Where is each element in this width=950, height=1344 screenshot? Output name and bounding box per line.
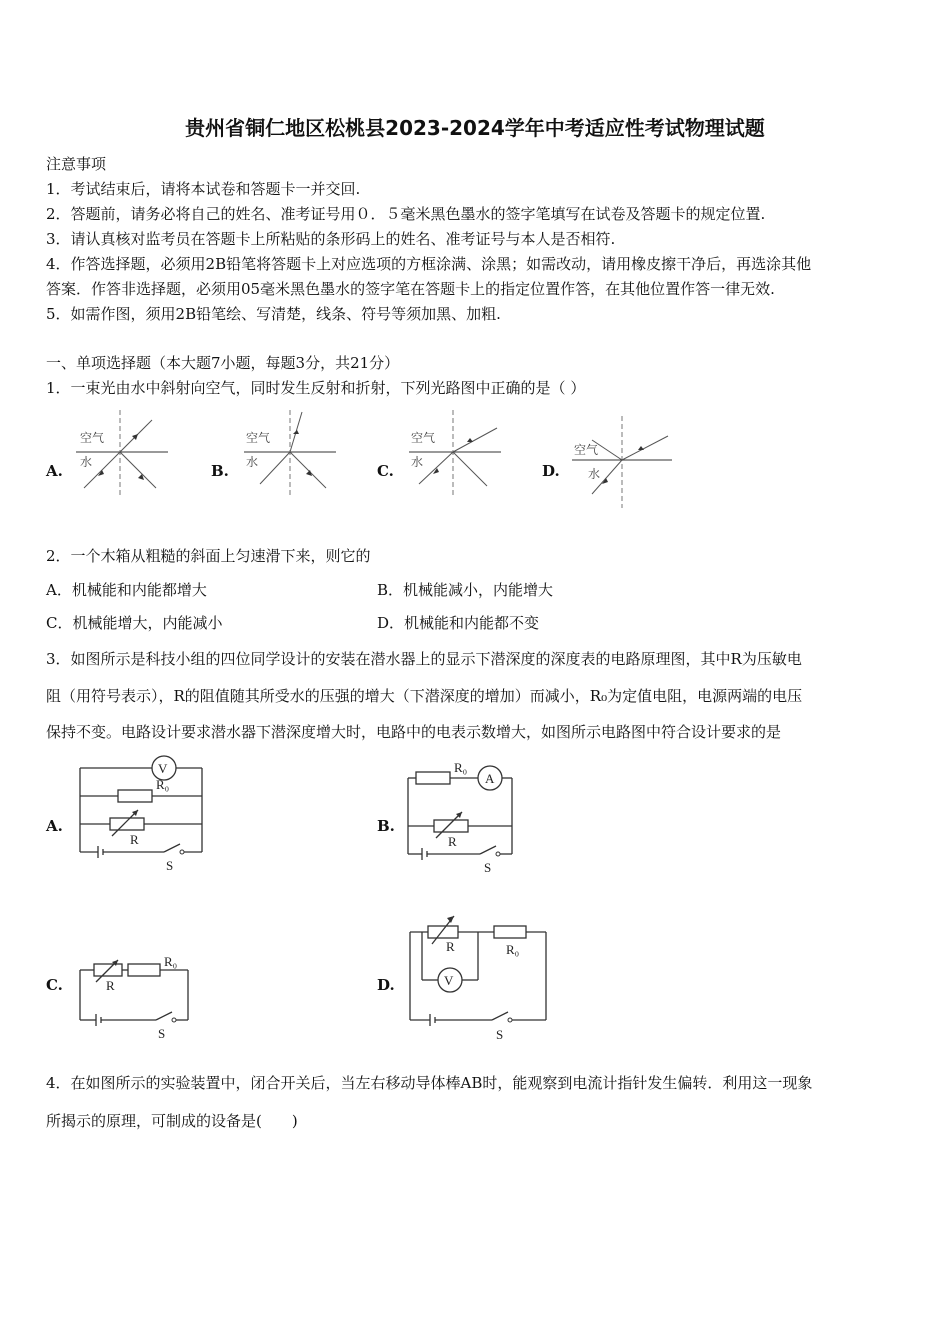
r-label: R (106, 978, 115, 993)
q3-circuit-d (400, 910, 560, 1045)
q1-option-b[interactable]: B. (211, 462, 229, 480)
q2-option-a[interactable]: A．机械能和内能都增大 (46, 581, 207, 599)
q3-option-b[interactable]: B. (377, 817, 395, 835)
water-label: 水 (80, 455, 93, 469)
q1-option-a[interactable]: A. (46, 462, 63, 480)
q1-option-d[interactable]: D. (542, 462, 560, 480)
air-label: 空气 (80, 431, 105, 445)
question-4-line: 所揭示的原理，可制成的设备是( ) (46, 1112, 298, 1130)
switch-label: S (158, 1026, 166, 1041)
switch-label: S (496, 1027, 504, 1042)
q1-diagram-b (240, 408, 340, 498)
r-label: R (448, 834, 457, 849)
r-label: R (130, 832, 139, 847)
voltmeter-label: V (158, 761, 168, 776)
notice-item: 答案．作答非选择题，必须用05毫米黑色墨水的签字笔在答题卡上的指定位置作答，在其他位置作答一律无效. (46, 280, 775, 298)
question-4-line: 4．在如图所示的实验装置中，闭合开关后，当左右移动导体棒AB时，能观察到电流计指针发生偏转．利用这一现象 (46, 1074, 813, 1092)
water-label: 水 (588, 467, 601, 481)
question-3-line: 3．如图所示是科技小组的四位同学设计的安装在潜水器上的显示下潜深度的深度表的电路原理图，其中R为压敏电 (46, 650, 802, 668)
question-1-stem: 1．一束光由水中斜射向空气，同时发生反射和折射，下列光路图中正确的是（ ） (46, 379, 586, 397)
q2-option-b[interactable]: B．机械能减小，内能增大 (377, 581, 554, 599)
q3-circuit-c (72, 950, 202, 1045)
q3-circuit-a (72, 752, 212, 877)
notice-item: 4．作答选择题，必须用2B铅笔将答题卡上对应选项的方框涂满、涂黑；如需改动，请用橡皮擦干净后，再选涂其他 (46, 255, 812, 273)
section-heading: 一、单项选择题（本大题7小题，每题3分，共21分） (46, 354, 400, 372)
page-title: 贵州省铜仁地区松桃县2023-2024学年中考适应性考试物理试题 (185, 116, 765, 140)
r0-label: R₀ (454, 760, 468, 775)
q2-option-c[interactable]: C．机械能增大，内能减小 (46, 614, 223, 632)
r0-label: R₀ (164, 954, 178, 969)
question-3-line: 阻（用符号表示），R的阻值随其所受水的压强的增大（下潜深度的增加）而减小，R₀为定值电阻，电源两端的电压 (46, 687, 803, 705)
q2-option-d[interactable]: D．机械能和内能都不变 (377, 614, 540, 632)
q3-option-d[interactable]: D. (377, 976, 395, 994)
q1-diagram-c (405, 408, 505, 498)
q1-diagram-a (72, 408, 172, 498)
r0-label: R₀ (506, 942, 520, 957)
q3-option-a[interactable]: A. (46, 817, 63, 835)
question-3-line: 保持不变。电路设计要求潜水器下潜深度增大时，电路中的电表示数增大，如图所示电路图中符合设计要求的是 (46, 723, 782, 741)
water-label: 水 (411, 455, 424, 469)
notice-heading: 注意事项 (46, 155, 107, 173)
water-label: 水 (246, 455, 259, 469)
question-2-stem: 2．一个木箱从粗糙的斜面上匀速滑下来，则它的 (46, 547, 371, 565)
switch-label: S (166, 858, 174, 873)
q3-option-c[interactable]: C. (46, 976, 63, 994)
r0-label: R₀ (156, 777, 170, 792)
notice-item: 3．请认真核对监考员在答题卡上所粘贴的条形码上的姓名、准考证号与本人是否相符. (46, 230, 616, 248)
air-label: 空气 (246, 431, 271, 445)
ammeter-label: A (485, 771, 495, 786)
voltmeter-label: V (444, 973, 454, 988)
notice-item: 1．考试结束后，请将本试卷和答题卡一并交回. (46, 180, 361, 198)
q1-diagram-d (568, 414, 678, 510)
notice-item: 2．答题前，请务必将自己的姓名、准考证号用０．５毫米黑色墨水的签字笔填写在试卷及答题卡的规定位置. (46, 205, 766, 223)
q1-option-c[interactable]: C. (377, 462, 394, 480)
r-label: R (446, 939, 455, 954)
q3-circuit-b (400, 756, 520, 876)
switch-label: S (484, 860, 492, 875)
air-label: 空气 (411, 431, 436, 445)
air-label: 空气 (574, 443, 599, 457)
notice-item: 5．如需作图，须用2B铅笔绘、写清楚，线条、符号等须加黑、加粗. (46, 305, 501, 323)
